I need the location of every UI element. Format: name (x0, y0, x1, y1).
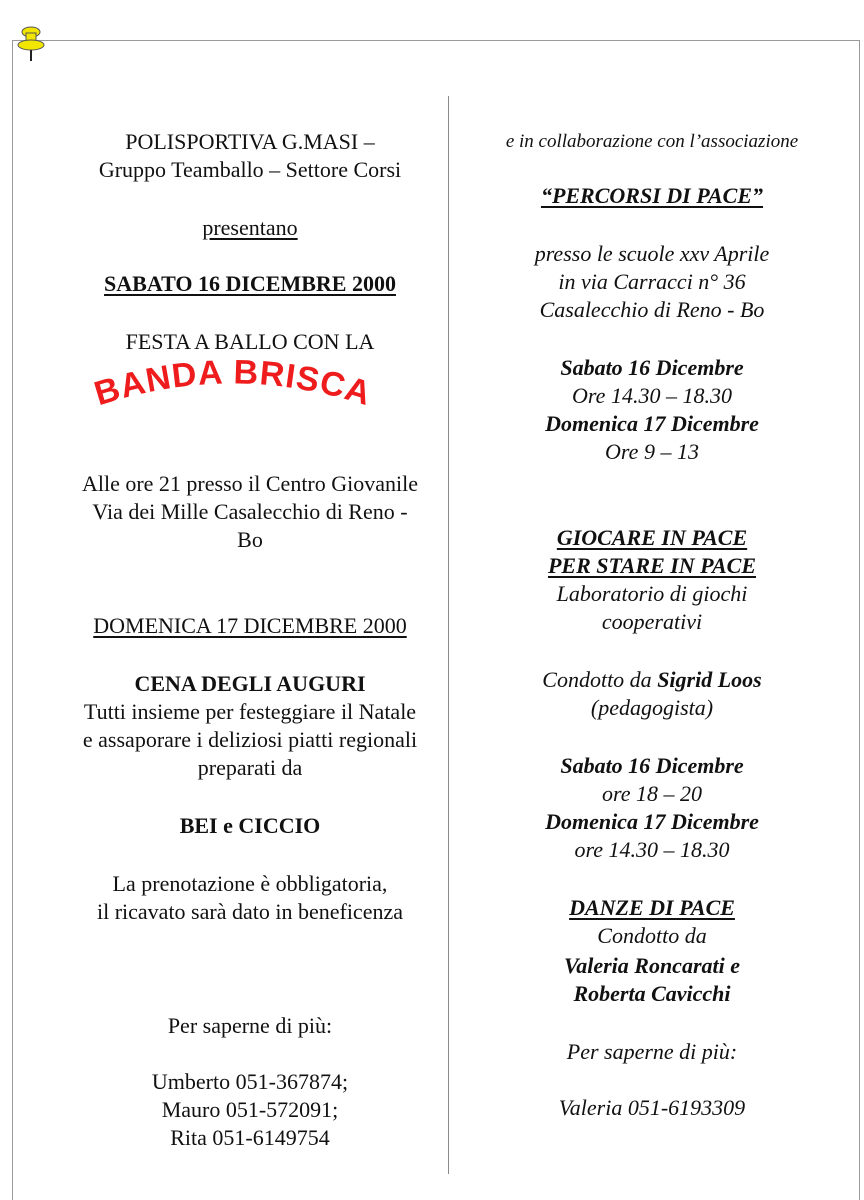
prenotazione-line-1: La prenotazione è obbligatoria, (112, 871, 388, 896)
contact-valeria: Valeria 051-6193309 (558, 1095, 746, 1120)
dance-names-2: Roberta Cavicchi (573, 981, 731, 1006)
workshop-title-1: GIOCARE IN PACE (556, 525, 748, 550)
chefs: BEI e CICCIO (179, 813, 321, 838)
date-saturday: SABATO 16 DICEMBRE 2000 (104, 271, 396, 296)
info-label: Per saperne di più: (167, 1013, 333, 1038)
workshop-desc-2: cooperativi (601, 609, 703, 634)
collab-line: e in collaborazione con l’associazione (505, 131, 799, 152)
presentano: presentano (202, 215, 298, 240)
org-line-2: Gruppo Teamballo – Settore Corsi (98, 157, 402, 182)
dance-names-1: Valeria Roncarati e (563, 953, 740, 978)
cena-line-2: e assaporare i deliziosi piatti regionali (82, 727, 418, 752)
venue-line-2: Via dei Mille Casalecchio di Reno - (92, 499, 408, 524)
place-line-2: in via Carracci n° 36 (558, 269, 746, 294)
prenotazione-line-2: il ricavato sarà dato in beneficenza (96, 899, 403, 924)
workshop-day-2: Domenica 17 Dicembre (545, 809, 759, 834)
workshop-day-1: Sabato 16 Dicembre (560, 753, 744, 778)
workshop-title-2: PER STARE IN PACE (547, 553, 757, 578)
dance-title: DANZE DI PACE (569, 895, 735, 920)
day-2: Domenica 17 Dicembre (545, 411, 759, 436)
venue-line-3: Bo (237, 527, 263, 552)
conductor-role: (pedagogista) (590, 695, 714, 720)
dance-conducted: Condotto da (597, 923, 707, 948)
workshop-desc-1: Laboratorio di giochi (556, 581, 748, 606)
banda-brisca-logo (60, 355, 405, 435)
workshop-time-2: ore 14.30 – 18.30 (574, 837, 730, 862)
time-2: Ore 9 – 13 (605, 439, 699, 464)
contact-mauro: Mauro 051-572091; (161, 1097, 339, 1122)
conducted-prefix: Condotto da (542, 667, 658, 692)
festa-line: FESTA A BALLO CON LA (125, 329, 375, 354)
place-line-1: presso le scuole xxv Aprile (534, 241, 770, 266)
pushpin-icon (14, 24, 48, 64)
svg-text:BANDA BRISCA: BANDA BRISCA (89, 355, 376, 414)
association-name: “PERCORSI DI PACE” (540, 183, 764, 208)
day-1: Sabato 16 Dicembre (560, 355, 744, 380)
org-line-1: POLISPORTIVA G.MASI – (125, 129, 375, 154)
venue-line-1: Alle ore 21 presso il Centro Giovanile (81, 471, 419, 496)
cena-line-3: preparati da (197, 755, 303, 780)
time-1: Ore 14.30 – 18.30 (572, 383, 732, 408)
cena-line-1: Tutti insieme per festeggiare il Natale (83, 699, 417, 724)
workshop-time-1: ore 18 – 20 (601, 781, 702, 806)
cena-title: CENA DEGLI AUGURI (134, 671, 366, 696)
right-info-label: Per saperne di più: (566, 1039, 738, 1064)
conductor-name: Sigrid Loos (657, 667, 762, 692)
place-line-3: Casalecchio di Reno - Bo (539, 297, 765, 322)
contact-rita: Rita 051-6149754 (170, 1125, 330, 1150)
contact-umberto: Umberto 051-367874; (151, 1069, 349, 1094)
conducted-line (462, 666, 842, 694)
date-sunday: DOMENICA 17 DICEMBRE 2000 (93, 613, 407, 638)
